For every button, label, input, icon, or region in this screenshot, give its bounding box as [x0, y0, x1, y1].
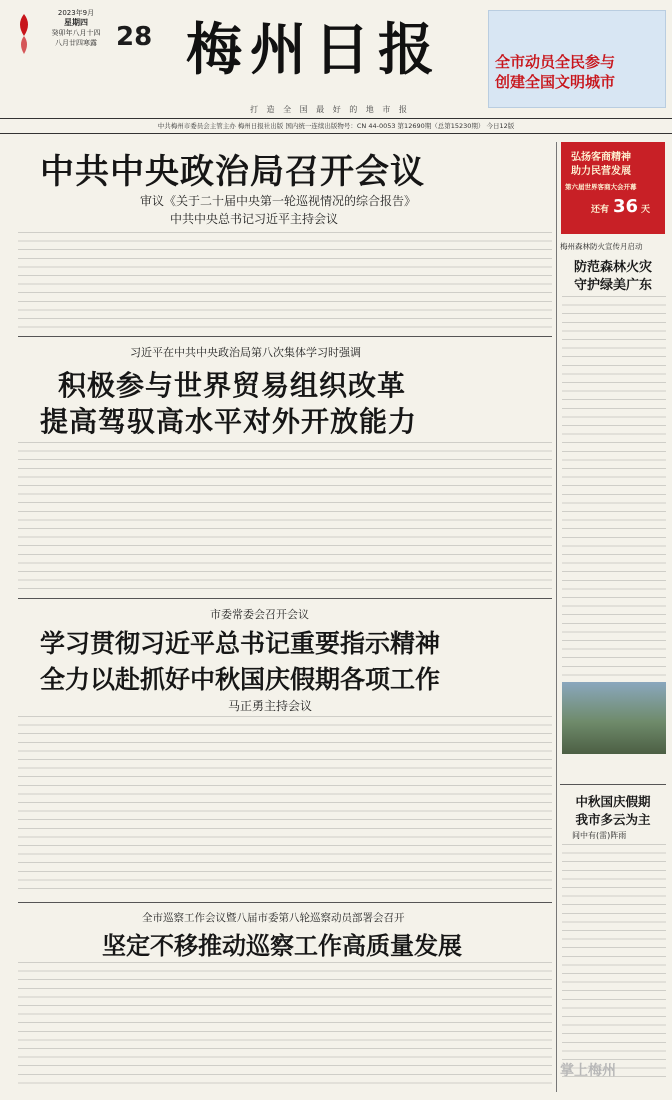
lead-body-text [18, 232, 552, 330]
masthead-slogan: 打 造 全 国 最 好 的 地 市 报 [250, 105, 410, 114]
side-story2-subhead: 间中有(雷)阵雨 [572, 831, 627, 840]
publication-info: 中共梅州市委员会主管主办 梅州日报社出版 国内统一连续出版物号：CN 44-0053 第12690期（总第15230期） 今日12版 [0, 118, 672, 134]
lunar-date-2: 八月廿四寒露 [55, 39, 97, 47]
newspaper-logo-icon [14, 10, 34, 62]
forest-fire-photo [562, 682, 666, 754]
story4-body-text [18, 962, 552, 1088]
world-merchants-countdown-ad [561, 142, 665, 234]
date-line: 2023年9月 [57, 9, 95, 17]
side-story1-kicker: 梅州森林防火宣传月启动 [560, 242, 643, 251]
side-story2-headline-1: 中秋国庆假期 [575, 794, 651, 809]
watermark: 掌上梅州 [560, 1063, 616, 1079]
lead-subhead-2: 中共中央总书记习近平主持会议 [170, 212, 339, 226]
date-block [36, 8, 116, 48]
countdown-unit: 天 [641, 205, 651, 215]
story3-kicker: 市委常委会召开会议 [210, 608, 309, 621]
day-number: 28 [116, 22, 153, 52]
side-story1-body [562, 296, 666, 676]
side-ad-line-3: 第六届世界客商大会开幕 [565, 183, 637, 191]
weekday: 星期四 [64, 18, 88, 27]
countdown-days: 36 [613, 196, 639, 217]
story2-body-text [18, 442, 552, 592]
side-story2-body [562, 844, 666, 1084]
side-story2-headline-2: 我市多云为主 [575, 812, 651, 827]
side-ad-line-4: 还有 [591, 205, 610, 215]
story2-headline-2: 提高驾驭高水平对外开放能力 [40, 405, 418, 438]
side-story1-headline-2: 守护绿美广东 [573, 278, 652, 293]
civilization-ad [488, 10, 666, 108]
story3-body-text [18, 716, 552, 896]
story4-kicker: 全市巡察工作会议暨八届市委第八轮巡察动员部署会召开 [142, 912, 405, 924]
ad-line-2: 创建全国文明城市 [495, 73, 616, 91]
newspaper-title: 梅州日报 [186, 17, 442, 83]
lead-subhead-1: 审议《关于二十届中央第一轮巡视情况的综合报告》 [140, 194, 417, 208]
side-ad-line-2: 助力民营发展 [571, 166, 631, 177]
side-ad-line-1: 弘扬客商精神 [571, 152, 631, 163]
story2-headline-1: 积极参与世界贸易组织改革 [58, 369, 407, 402]
lead-headline: 中共中央政治局召开会议 [40, 152, 425, 192]
ad-line-1: 全市动员全民参与 [495, 53, 616, 71]
story3-byline: 马正勇主持会议 [228, 699, 313, 713]
masthead [0, 0, 672, 118]
lunar-date: 癸卯年八月十四 [51, 29, 101, 37]
story2-kicker: 习近平在中共中央政治局第八次集体学习时强调 [130, 346, 361, 359]
story3-headline-1: 学习贯彻习近平总书记重要指示精神 [40, 629, 441, 658]
story4-headline: 坚定不移推动巡察工作高质量发展 [102, 932, 462, 960]
story3-headline-2: 全力以赴抓好中秋国庆假期各项工作 [40, 665, 441, 694]
side-story1-headline: 防范森林火灾 [573, 260, 652, 275]
